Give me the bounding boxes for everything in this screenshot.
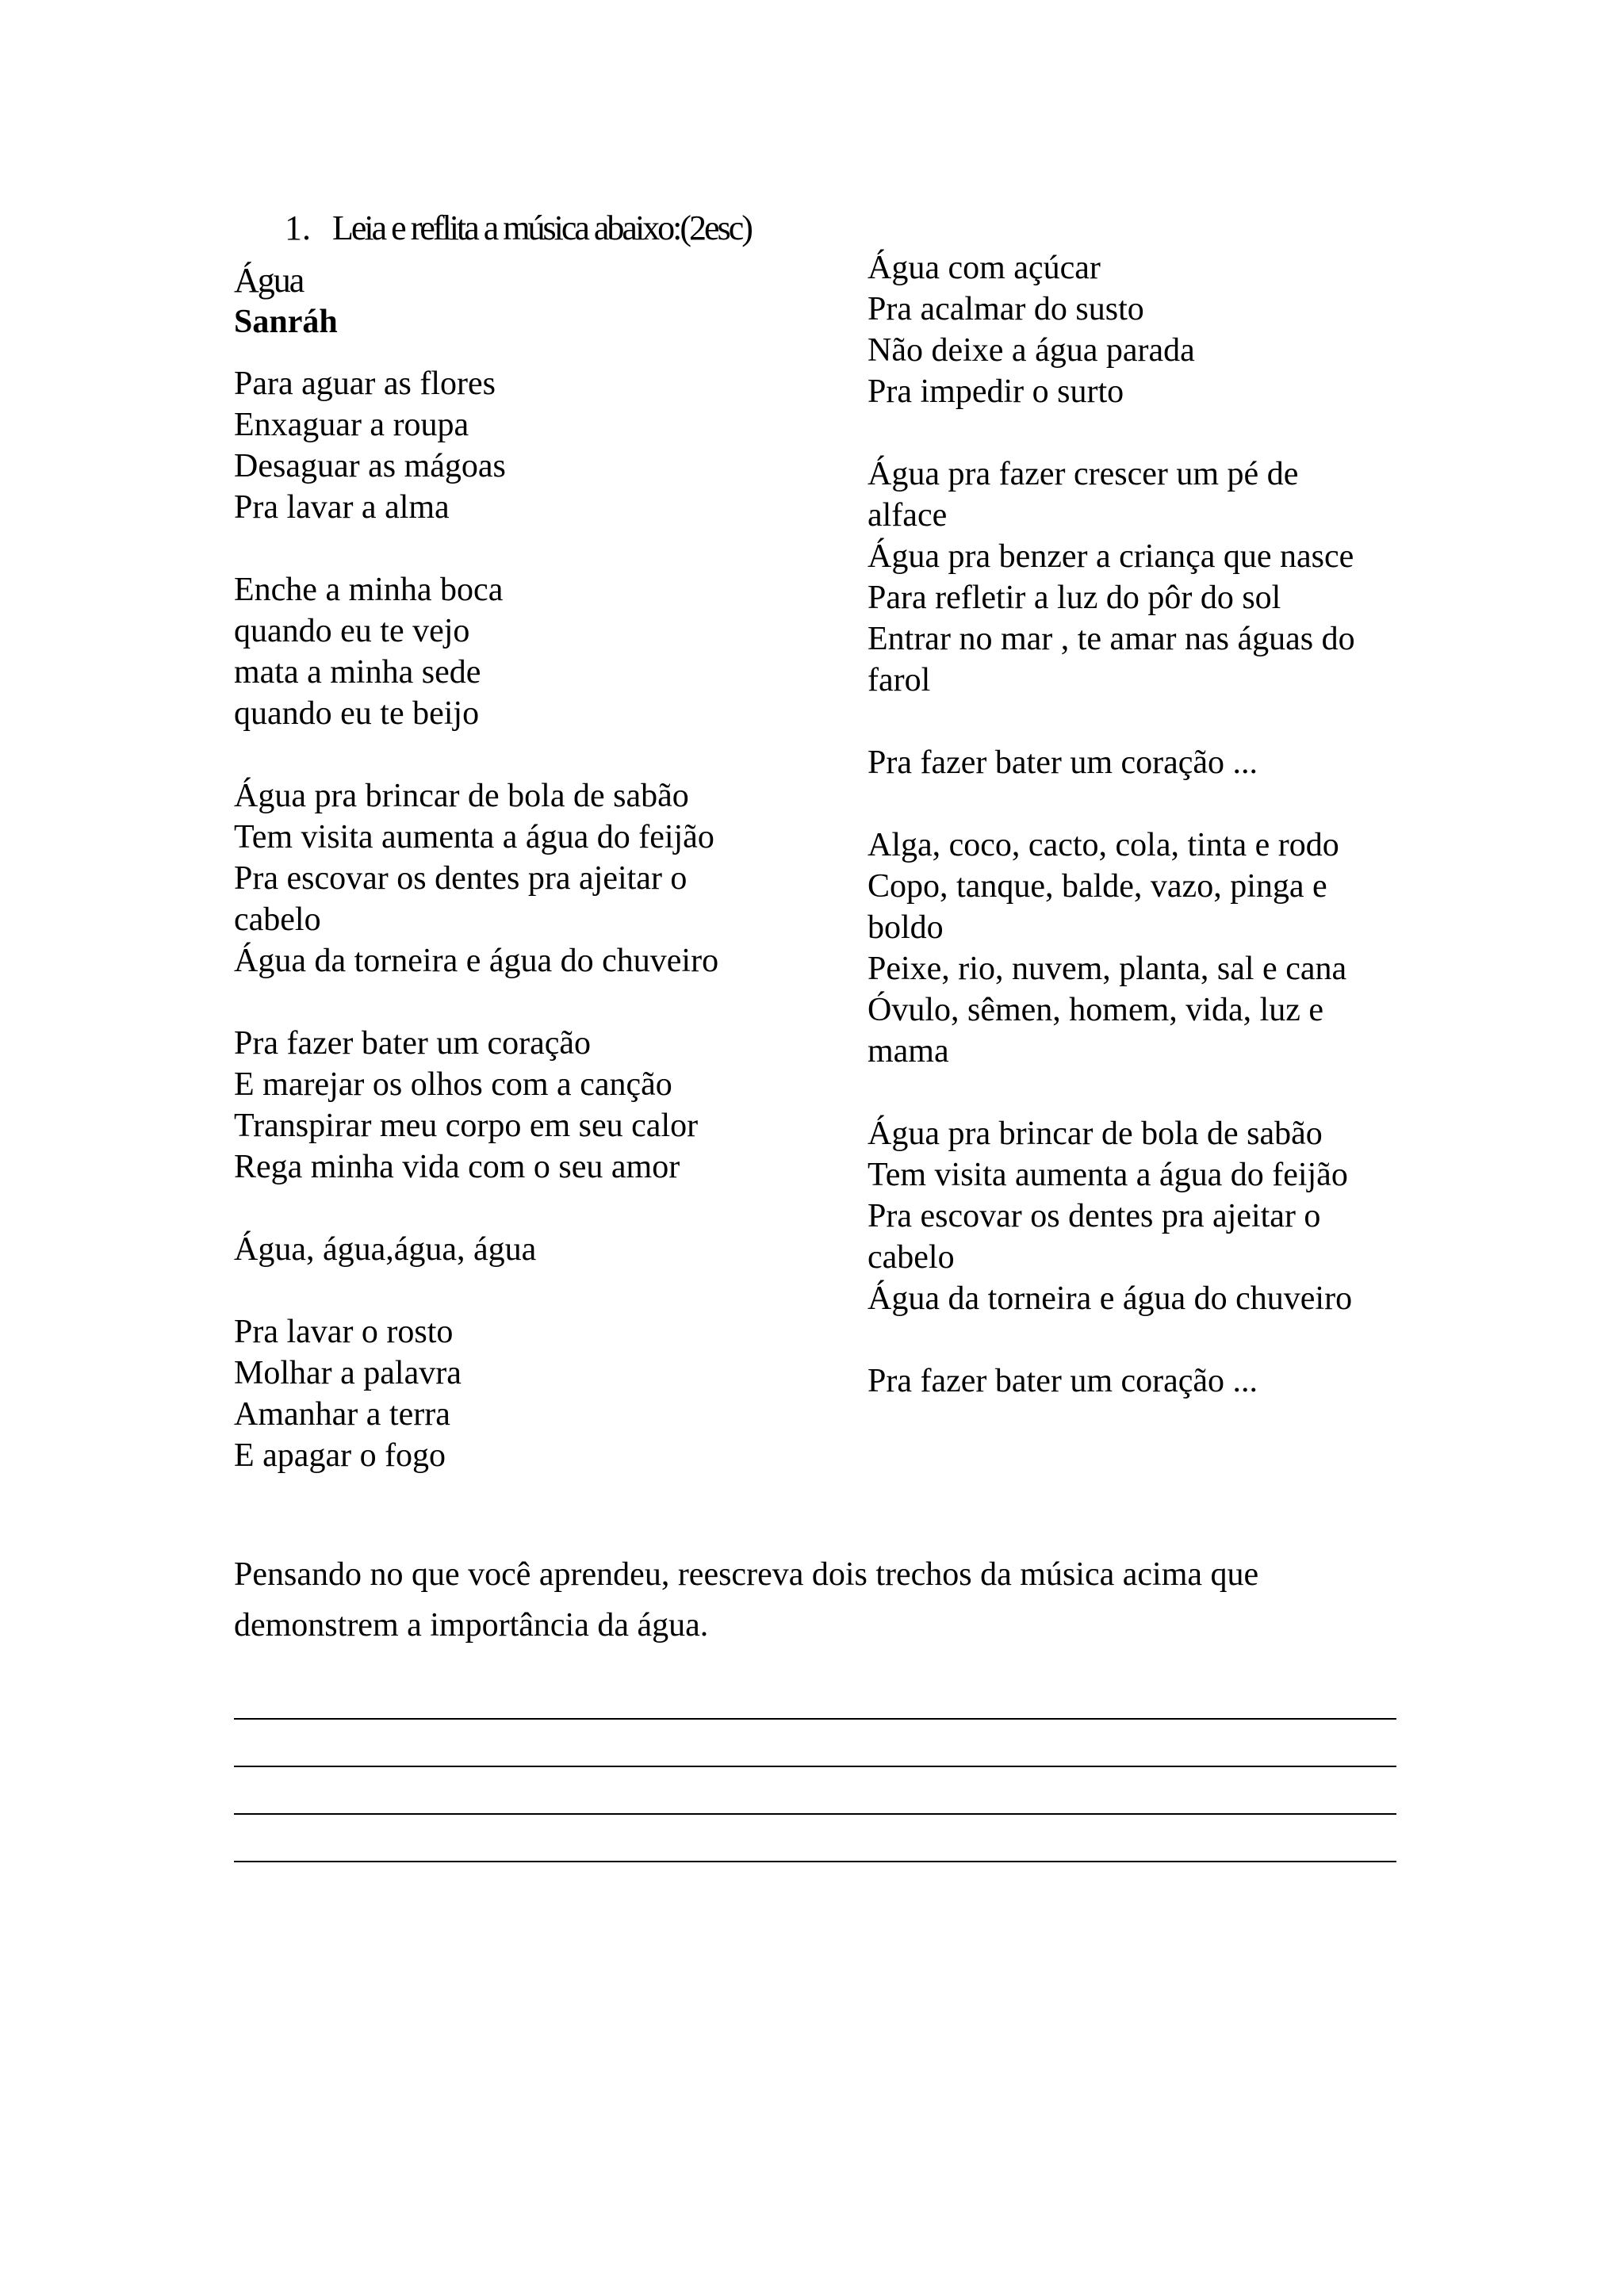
lyric-line: Tem visita aumenta a água do feijão xyxy=(868,1157,1348,1193)
lyrics-stanza xyxy=(868,453,1423,701)
lyrics-stanza xyxy=(868,247,1423,412)
lyric-line: Óvulo, sêmen, homem, vida, luz e xyxy=(868,992,1324,1028)
lyric-line: Pra impedir o surto xyxy=(868,373,1124,410)
writing-prompt xyxy=(234,1549,1400,1651)
lyrics-stanza xyxy=(234,569,773,734)
lyric-line: Enxaguar a roupa xyxy=(234,407,469,443)
lyrics-stanza xyxy=(868,1360,1423,1402)
lyric-line: Pra lavar o rosto xyxy=(234,1314,454,1350)
lyric-line: E marejar os olhos com a canção xyxy=(234,1066,672,1103)
lyrics-stanza xyxy=(868,1113,1423,1319)
lyric-line: cabelo xyxy=(234,901,321,938)
lyric-line: mama xyxy=(868,1033,949,1070)
lyrics-stanza xyxy=(234,1023,773,1188)
lyrics-stanza xyxy=(234,1311,773,1476)
lyric-line: Água pra brincar de bola de sabão xyxy=(868,1115,1323,1152)
lyric-line: Copo, tanque, balde, vazo, pinga e xyxy=(868,868,1327,905)
lyric-line: Rega minha vida com o seu amor xyxy=(234,1149,680,1185)
lyric-line: Alga, coco, cacto, cola, tinta e rodo xyxy=(868,827,1339,863)
lyric-line: Água pra fazer crescer um pé de xyxy=(868,456,1299,492)
lyrics-stanza xyxy=(868,742,1423,783)
lyric-line: E apagar o fogo xyxy=(234,1437,446,1474)
lyric-line: Água com açúcar xyxy=(868,250,1101,286)
lyric-line: Água da torneira e água do chuveiro xyxy=(868,1280,1353,1317)
lyric-line: Água pra brincar de bola de sabão xyxy=(234,778,689,814)
lyric-line: Entrar no mar , te amar nas águas do xyxy=(868,621,1355,657)
lyric-line: Desaguar as mágoas xyxy=(234,448,506,484)
lyric-line: Água da torneira e água do chuveiro xyxy=(234,943,719,979)
song-artist: Sanráh xyxy=(234,304,338,340)
lyric-line: quando eu te beijo xyxy=(234,695,480,732)
lyric-line: cabelo xyxy=(868,1239,955,1276)
lyrics-stanza xyxy=(234,1229,773,1270)
lyric-line: boldo xyxy=(868,909,944,946)
lyrics-right-column xyxy=(868,247,1423,1402)
lyric-line: Pra escovar os dentes pra ajeitar o xyxy=(234,860,688,897)
question-instruction: Leia e reflita a música abaixo:(2esc) xyxy=(332,209,751,247)
lyrics-stanza xyxy=(234,363,773,528)
lyric-line: Tem visita aumenta a água do feijão xyxy=(234,819,714,855)
lyrics-stanza xyxy=(868,825,1423,1072)
lyric-line: Água pra benzer a criança que nasce xyxy=(868,538,1354,575)
answer-line[interactable] xyxy=(234,1718,1396,1720)
lyric-line: farol xyxy=(868,662,931,698)
question-heading xyxy=(285,208,751,249)
lyric-line: Pra lavar a alma xyxy=(234,489,450,526)
lyric-line: Para refletir a luz do pôr do sol xyxy=(868,580,1281,616)
lyric-line: Água, água,água, água xyxy=(234,1231,537,1268)
lyric-line: alface xyxy=(868,497,948,534)
answer-line[interactable] xyxy=(234,1766,1396,1767)
lyric-line: Pra acalmar do susto xyxy=(868,291,1144,327)
lyric-line: Enche a minha boca xyxy=(234,572,504,608)
lyric-line: Transpirar meu corpo em seu calor xyxy=(234,1108,699,1144)
lyric-line: Não deixe a água parada xyxy=(868,332,1195,369)
lyric-line: mata a minha sede xyxy=(234,654,481,691)
lyrics-left-column xyxy=(234,363,773,1476)
lyric-line: Pra fazer bater um coração ... xyxy=(868,1363,1258,1399)
answer-line[interactable] xyxy=(234,1813,1396,1815)
lyric-line: Amanhar a terra xyxy=(234,1396,450,1433)
prompt-line: demonstrem a importância da água. xyxy=(234,1607,709,1644)
song-title: Água xyxy=(234,261,304,300)
lyric-line: Pra fazer bater um coração ... xyxy=(868,744,1258,781)
answer-line[interactable] xyxy=(234,1861,1396,1862)
lyric-line: Pra escovar os dentes pra ajeitar o xyxy=(868,1198,1321,1234)
lyric-line: Pra fazer bater um coração xyxy=(234,1025,592,1062)
lyric-line: Para aguar as flores xyxy=(234,365,496,402)
question-number: 1. xyxy=(285,209,311,247)
lyric-line: Molhar a palavra xyxy=(234,1355,462,1391)
lyric-line: quando eu te vejo xyxy=(234,613,470,649)
lyric-line: Peixe, rio, nuvem, planta, sal e cana xyxy=(868,951,1347,987)
lyrics-stanza xyxy=(234,775,773,982)
prompt-line: Pensando no que você aprendeu, reescreva dois trechos da música acima que xyxy=(234,1556,1259,1593)
